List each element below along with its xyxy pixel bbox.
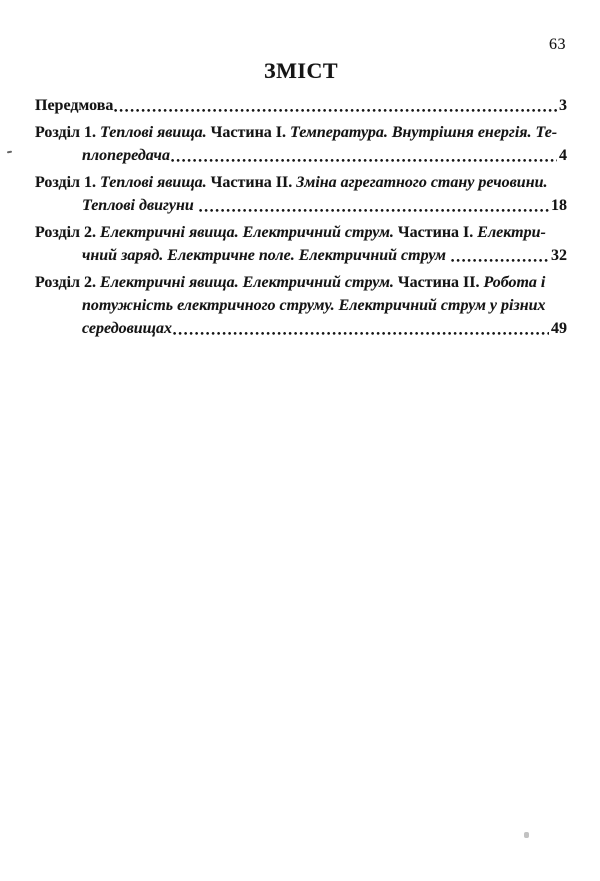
toc-line <box>82 294 567 317</box>
toc-segment: Частина II. <box>206 174 297 191</box>
toc-segment: Частина II. <box>393 274 484 291</box>
toc-entry <box>35 94 567 117</box>
toc-segment: потужність електричного струму. Електричний струм у різних <box>82 297 546 314</box>
dot-leader <box>171 159 557 162</box>
toc-segment: Електри- <box>477 224 546 241</box>
toc-line <box>82 194 567 217</box>
table-of-contents <box>35 94 567 340</box>
toc-line <box>35 221 567 244</box>
toc-page-number: 4 <box>559 147 567 164</box>
toc-line <box>35 121 567 144</box>
toc-segment: Робота і <box>483 274 546 291</box>
toc-page-number: 18 <box>551 197 567 214</box>
toc-entry <box>35 171 567 217</box>
toc-entry <box>35 221 567 267</box>
toc-line <box>35 94 567 117</box>
toc-line <box>82 317 567 340</box>
toc-segment: Розділ 1. <box>35 124 101 141</box>
toc-segment: Електричні явища. Електричний струм. <box>100 274 394 291</box>
toc-segment: Розділ 1. <box>35 174 101 191</box>
toc-segment: Теплові явища. <box>100 124 207 141</box>
toc-line <box>82 144 567 167</box>
toc-line <box>82 244 567 267</box>
page-content <box>0 0 600 340</box>
toc-segment: Частина I. <box>206 124 291 141</box>
toc-page-number: 3 <box>559 97 567 114</box>
toc-segment: Передмова <box>35 97 114 114</box>
toc-segment: Зміна агрегатного стану речовини. <box>296 174 548 191</box>
toc-line <box>35 171 567 194</box>
toc-segment: Частина I. <box>393 224 478 241</box>
toc-entry <box>35 121 567 167</box>
toc-entry <box>35 271 567 340</box>
dot-leader <box>173 332 549 335</box>
toc-page-number: 49 <box>551 320 567 337</box>
toc-page-number: 32 <box>551 247 567 264</box>
toc-segment: чний заряд. Електричне поле. Електричний струм <box>82 247 451 264</box>
page-number: 63 <box>549 36 566 53</box>
toc-segment: плопередача <box>82 147 170 164</box>
dot-leader <box>451 259 549 262</box>
toc-segment: Розділ 2. <box>35 274 101 291</box>
toc-segment: Температура. Внутрішня енергія. Те- <box>290 124 558 141</box>
scan-artifact-speck <box>524 832 529 838</box>
toc-segment: Теплові двигуни <box>82 197 198 214</box>
dot-leader <box>199 209 549 212</box>
toc-segment: Теплові явища. <box>100 174 207 191</box>
toc-segment: середовищах <box>82 320 173 337</box>
toc-line <box>35 271 567 294</box>
page-title: ЗМІСТ <box>264 58 338 83</box>
dot-leader <box>114 109 557 112</box>
toc-segment: Електричні явища. Електричний струм. <box>100 224 394 241</box>
toc-segment: Розділ 2. <box>35 224 101 241</box>
